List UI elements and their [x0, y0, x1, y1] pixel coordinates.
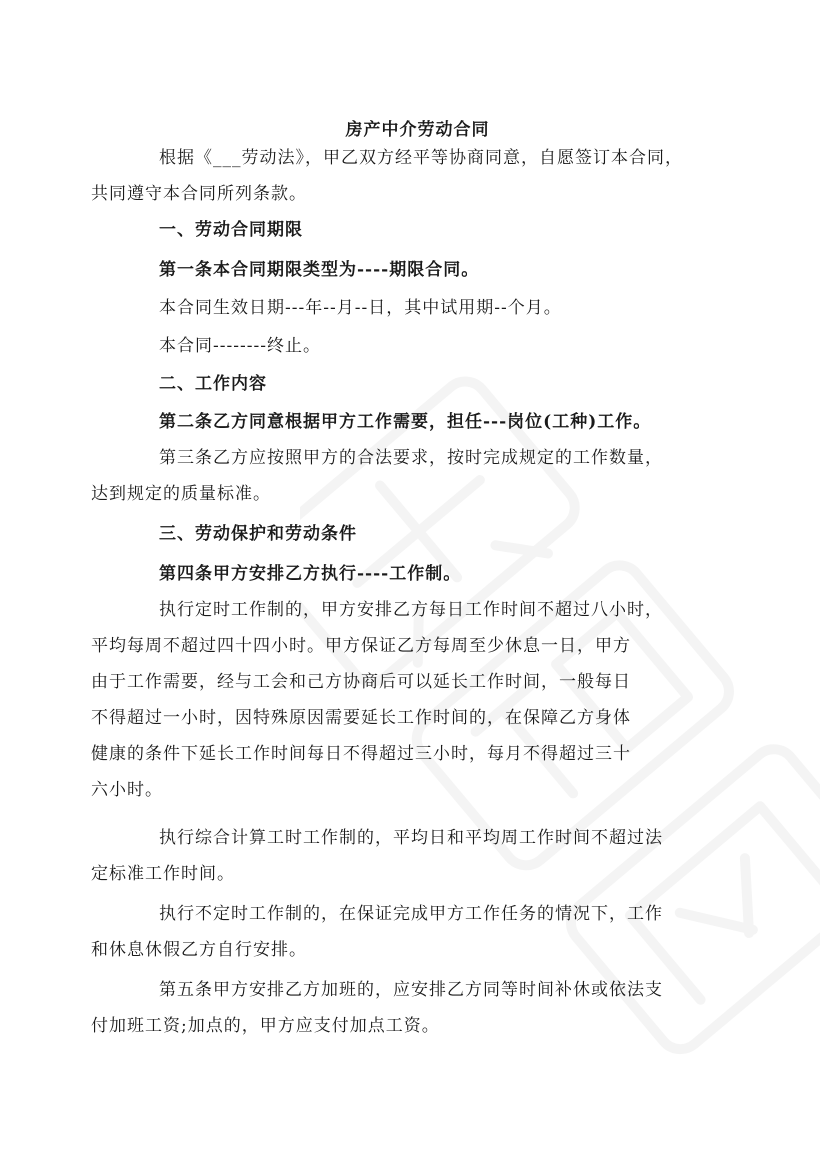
- fixed-hours-paragraph: [91, 592, 710, 808]
- article-4: 第四条甲方安排乙方执行----工作制。: [159, 564, 462, 584]
- article-5: [91, 972, 710, 1044]
- comprehensive-hours-line-2: 定标准工作时间。: [91, 864, 235, 884]
- article-3-line-1: 第三条乙方应按照甲方的合法要求，按时完成规定的工作数量，: [159, 448, 663, 468]
- article-3-line-2: 达到规定的质量标准。: [91, 484, 271, 504]
- article-1: 第一条本合同期限类型为----期限合同。: [159, 260, 480, 280]
- fixed-hours-line-3: 由于工作需要，经与工会和己方协商后可以延长工作时间，一般每日: [91, 672, 631, 692]
- flexible-hours-line-2: 和休息休假乙方自行安排。: [91, 940, 307, 960]
- document-title: 房产中介劳动合同: [345, 120, 490, 141]
- intro-line-2: 共同遵守本合同所列条款。: [91, 184, 307, 204]
- section-heading-work: 二、工作内容: [159, 374, 267, 394]
- article-5-line-1: 第五条甲方安排乙方加班的，应安排乙方同等时间补休或依法支: [159, 980, 663, 1000]
- termination-clause: 本合同--------终止。: [159, 336, 321, 356]
- effective-date-clause: 本合同生效日期---年--月--日，其中试用期--个月。: [159, 298, 562, 318]
- comprehensive-hours-line-1: 执行综合计算工时工作制的，平均日和平均周工作时间不超过法: [159, 828, 663, 848]
- fixed-hours-line-1: 执行定时工作制的，甲方安排乙方每日工作时间不超过八小时，: [159, 600, 663, 620]
- fixed-hours-line-6: 六小时。: [91, 780, 163, 800]
- flexible-hours-line-1: 执行不定时工作制的，在保证完成甲方工作任务的情况下，工作: [159, 904, 663, 924]
- section-heading-term: 一、劳动合同期限: [159, 220, 303, 240]
- article-3: [91, 440, 710, 512]
- intro-line-1: 根据《___劳动法》，甲乙双方经平等协商同意，自愿签订本合同，: [159, 148, 683, 168]
- fixed-hours-line-4: 不得超过一小时，因特殊原因需要延长工作时间的，在保障乙方身体: [91, 708, 631, 728]
- fixed-hours-line-2: 平均每周不超过四十四小时。甲方保证乙方每周至少休息一日，甲方: [91, 636, 631, 656]
- article-2: 第二条乙方同意根据甲方工作需要，担任---岗位(工种)工作。: [159, 412, 652, 432]
- fixed-hours-line-5: 健康的条件下延长工作时间每日不得超过三小时，每月不得超过三十: [91, 744, 631, 764]
- section-heading-protection: 三、劳动保护和劳动条件: [159, 524, 357, 544]
- comprehensive-hours-paragraph: [91, 820, 710, 892]
- intro-paragraph: [91, 140, 710, 212]
- flexible-hours-paragraph: [91, 896, 710, 968]
- article-5-line-2: 付加班工资;加点的，甲方应支付加点工资。: [91, 1016, 440, 1036]
